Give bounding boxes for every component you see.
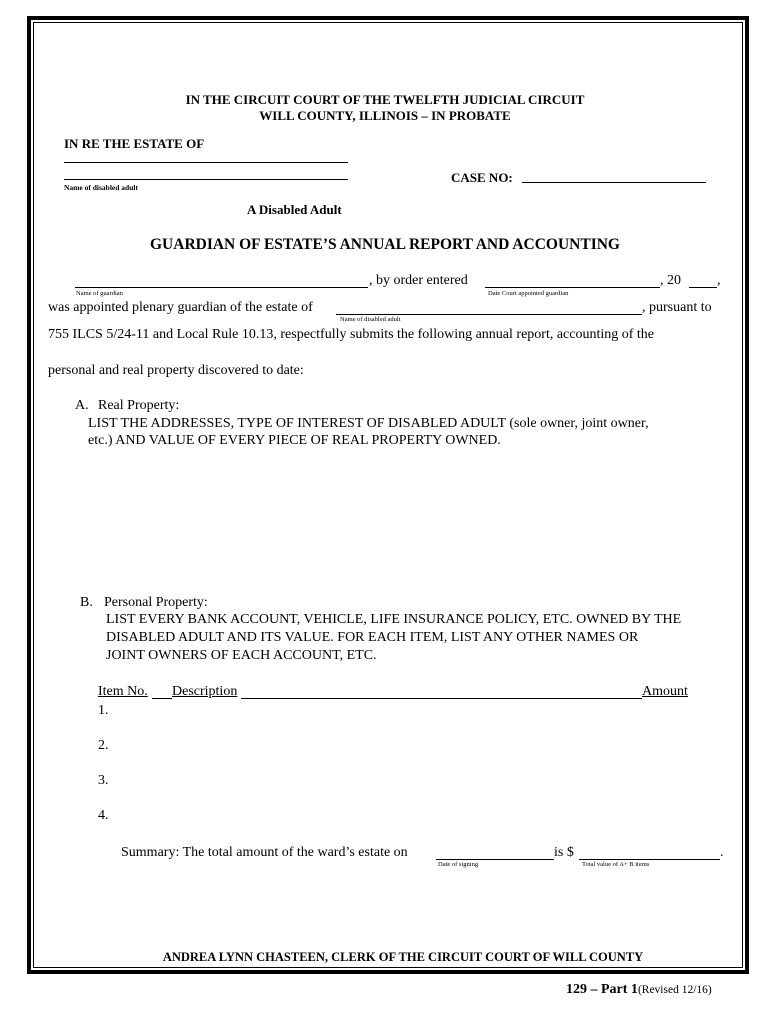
item-row-2: 2. <box>98 738 109 753</box>
section-a-heading: Real Property: <box>98 398 180 413</box>
col-gap-underline-2 <box>241 698 642 699</box>
item-row-1: 1. <box>98 703 109 718</box>
court-heading-line2: WILL COUNTY, ILLINOIS – IN PROBATE <box>259 108 511 123</box>
court-heading-line1: IN THE CIRCUIT COURT OF THE TWELFTH JUDICIAL CIRCUIT <box>185 92 585 107</box>
form-number: 129 – Part 1 <box>566 982 638 997</box>
intro-line-3: 755 ILCS 5/24-11 and Local Rule 10.13, respectfully submits the following annual report, accounting of the <box>48 327 655 342</box>
col-description-header: Description <box>172 684 238 699</box>
summary-text: Summary: The total amount of the ward’s estate on <box>121 845 408 860</box>
date-appointed-caption: Date Court appointed guardian <box>488 290 569 297</box>
in-re-estate-label: IN RE THE ESTATE OF <box>64 136 205 151</box>
case-no-label: CASE NO: <box>451 170 513 185</box>
disabled-adult-label: A Disabled Adult <box>247 202 342 217</box>
summary-period: . <box>720 845 724 860</box>
year-comma: , <box>717 273 721 288</box>
estate-name-line-2[interactable] <box>64 179 348 180</box>
section-b-instruction-1: LIST EVERY BANK ACCOUNT, VEHICLE, LIFE INSURANCE POLICY, ETC. OWNED BY THE <box>106 612 682 627</box>
estate-name-line-1[interactable] <box>64 162 348 163</box>
clerk-line: ANDREA LYNN CHASTEEN, CLERK OF THE CIRCUIT COURT OF WILL COUNTY <box>162 950 644 964</box>
section-b-heading: Personal Property: <box>104 595 208 610</box>
guardian-name-field[interactable] <box>75 287 368 288</box>
form-footer <box>566 980 712 998</box>
estate-name-caption: Name of disabled adult <box>64 183 138 192</box>
col-gap-underline-1 <box>152 698 172 699</box>
col-amount-header: Amount <box>642 684 688 699</box>
total-value-caption: Total value of A+ B items <box>582 861 650 868</box>
section-b-instruction-3: JOINT OWNERS OF EACH ACCOUNT, ETC. <box>106 648 377 663</box>
item-row-3: 3. <box>98 773 109 788</box>
real-property-entry-area[interactable] <box>88 455 718 585</box>
section-a-letter: A. <box>75 398 89 413</box>
section-a-instruction-1: LIST THE ADDRESSES, TYPE OF INTEREST OF DISABLED ADULT (sole owner, joint owner, <box>88 416 649 431</box>
case-no-field[interactable] <box>522 182 706 183</box>
section-b-instruction-2: DISABLED ADULT AND ITS VALUE. FOR EACH ITEM, LIST ANY OTHER NAMES OR <box>106 630 639 645</box>
date-of-signing-field[interactable] <box>436 859 554 860</box>
summary-is: is $ <box>554 845 574 860</box>
revision-date: (Revised 12/16) <box>637 984 712 996</box>
pursuant-text: , pursuant to <box>642 300 712 315</box>
date-of-signing-caption: Date of signing <box>438 861 479 868</box>
date-appointed-field[interactable] <box>485 287 660 288</box>
guardian-name-caption: Name of guardian <box>76 290 123 297</box>
disabled-adult-name-caption: Name of disabled adult <box>340 316 401 323</box>
order-entered-text: , by order entered <box>369 273 468 288</box>
item-row-4: 4. <box>98 808 109 823</box>
col-item-no-header: Item No. <box>98 684 148 699</box>
total-value-field[interactable] <box>579 859 720 860</box>
section-b-letter: B. <box>80 595 93 610</box>
year-field[interactable] <box>689 287 717 288</box>
year-prefix: , 20 <box>660 273 681 288</box>
document-title: GUARDIAN OF ESTATE’S ANNUAL REPORT AND ACCOUNTING <box>150 236 620 253</box>
intro-line-4: personal and real property discovered to date: <box>48 363 304 378</box>
disabled-adult-name-field[interactable] <box>336 314 642 315</box>
appointed-text: was appointed plenary guardian of the estate of <box>48 300 313 315</box>
section-a-instruction-2: etc.) AND VALUE OF EVERY PIECE OF REAL PROPERTY OWNED. <box>88 433 501 448</box>
